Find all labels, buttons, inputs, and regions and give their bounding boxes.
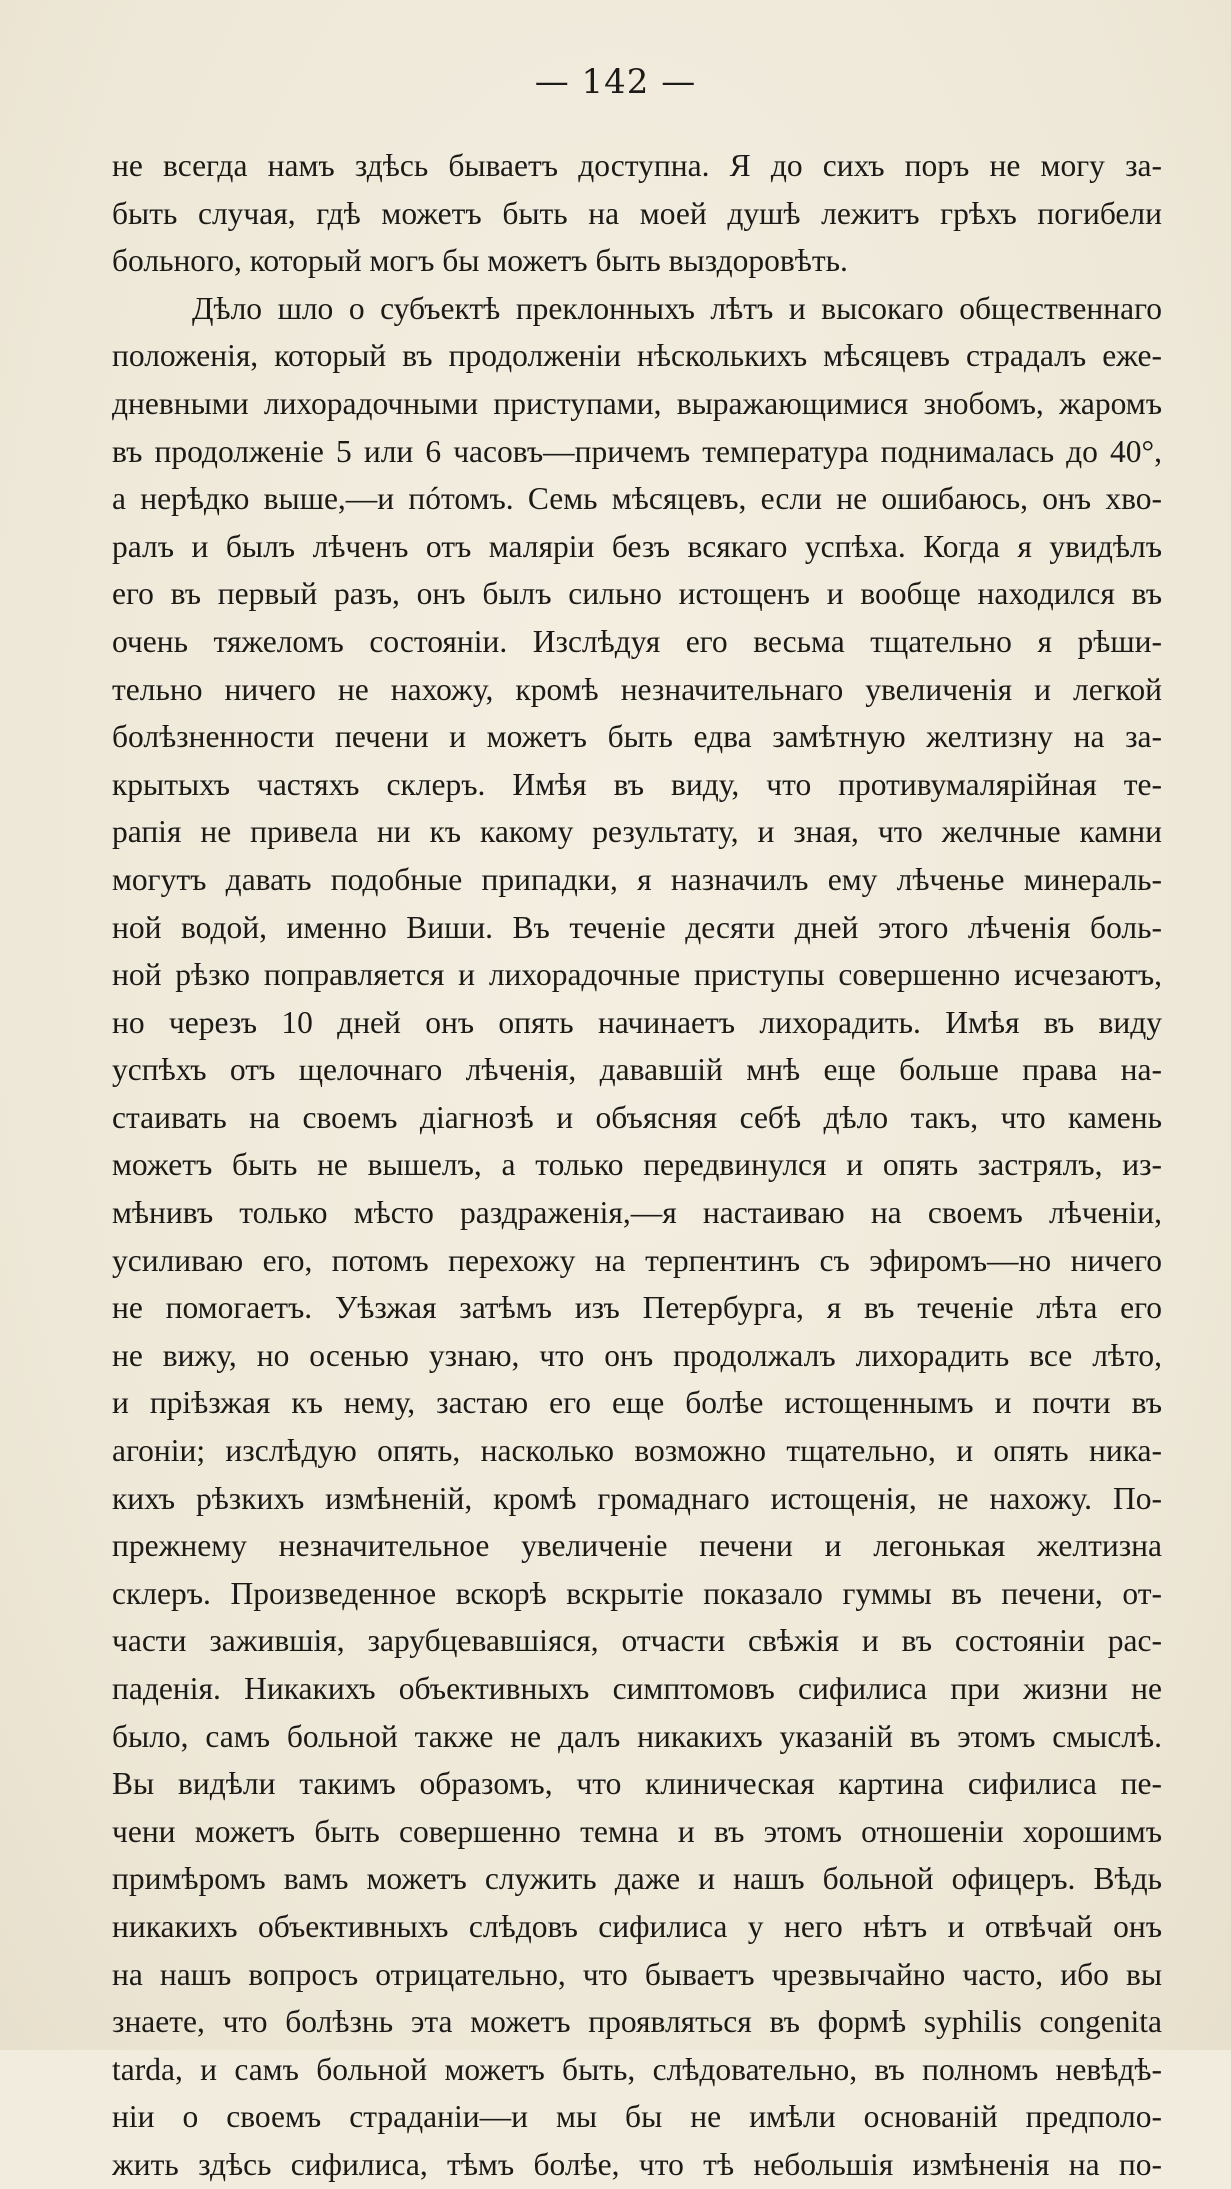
text-line: могутъ давать подобные припадки, я назначилъ ему лѣченье минераль- — [112, 861, 1162, 897]
text-line: положенія, который въ продолженіи нѣсколькихъ мѣсяцевъ страдалъ еже- — [112, 338, 1162, 374]
text-line: усиливаю его, потомъ перехожу на терпентинъ съ эфиромъ—но ничего — [112, 1242, 1162, 1278]
text-line: кихъ рѣзкихъ измѣненій, кромѣ громаднаго истощенія, не нахожу. По- — [112, 1480, 1162, 1516]
text-line: но черезъ 10 дней онъ опять начинаетъ лихорадить. Имѣя въ виду — [112, 1004, 1162, 1040]
text-line: крытыхъ частяхъ склеръ. Имѣя въ виду, что противумалярійная те- — [112, 766, 1162, 802]
text-line: въ продолженіе 5 или 6 часовъ—причемъ температура поднималась до 40°, — [112, 433, 1162, 469]
text-line: на нашъ вопросъ отрицательно, что бываетъ чрезвычайно часто, ибо вы — [112, 1956, 1162, 1992]
text-line: очень тяжеломъ состояніи. Изслѣдуя его весьма тщательно я рѣши- — [112, 623, 1162, 659]
text-line: можетъ быть не вышелъ, а только передвинулся и опять застрялъ, из- — [112, 1147, 1162, 1183]
text-line: не всегда намъ здѣсь бываетъ доступна. Я до сихъ поръ не могу за- — [112, 148, 1162, 183]
text-line: его въ первый разъ, онъ былъ сильно истощенъ и вообще находился въ — [112, 576, 1162, 612]
text-line: Вы видѣли такимъ образомъ, что клиническая картина сифилиса пе- — [112, 1766, 1162, 1802]
text-line: ной рѣзко поправляется и лихорадочные приступы совершенно исчезаютъ, — [112, 957, 1162, 993]
text-line: никакихъ объективныхъ слѣдовъ сифилиса у него нѣтъ и отвѣчай онъ — [112, 1908, 1162, 1944]
text-line: ной водой, именно Виши. Въ теченіе десяти дней этого лѣченія боль- — [112, 909, 1162, 945]
text-line: больного, который могъ бы можетъ быть выздоровѣть. — [112, 243, 848, 279]
text-line: жить здѣсь сифилиса, тѣмъ болѣе, что тѣ небольшія измѣненія на по- — [112, 2146, 1162, 2182]
text-body — [112, 142, 1162, 2189]
text-line: tarda, и самъ больной можетъ быть, слѣдовательно, въ полномъ невѣдѣ- — [112, 2051, 1162, 2087]
text-line: ралъ и былъ лѣченъ отъ маляріи безъ всякаго успѣха. Когда я увидѣлъ — [112, 528, 1162, 564]
text-line: примѣромъ вамъ можетъ служить даже и нашъ больной офицеръ. Вѣдь — [112, 1861, 1162, 1897]
text-line: мѣнивъ только мѣсто раздраженія,—я настаиваю на своемъ лѣченіи, — [112, 1195, 1162, 1231]
text-line: и пріѣзжая къ нему, застаю его еще болѣе истощеннымъ и почти въ — [112, 1385, 1162, 1421]
text-line: дневными лихорадочными приступами, выражающимися знобомъ, жаромъ — [112, 385, 1162, 421]
text-line: стаивать на своемъ діагнозѣ и объясняя себѣ дѣло такъ, что камень — [112, 1099, 1162, 1135]
text-line: чени можетъ быть совершенно темна и въ этомъ отношеніи хорошимъ — [112, 1813, 1162, 1849]
text-line: тельно ничего не нахожу, кромѣ незначительнаго увеличенія и легкой — [112, 671, 1162, 707]
text-line: Дѣло шло о субъектѣ преклонныхъ лѣтъ и высокаго общественнаго — [192, 290, 1162, 326]
page-number: — 142 — — [534, 62, 697, 102]
text-line: части зажившія, зарубцевавшіяся, отчасти свѣжія и въ состояніи рас- — [112, 1623, 1162, 1659]
text-line: не вижу, но осенью узнаю, что онъ продолжалъ лихорадить все лѣто, — [112, 1337, 1162, 1373]
text-line: а нерѣдко выше,—и пóтомъ. Семь мѣсяцевъ, если не ошибаюсь, онъ хво- — [112, 481, 1162, 517]
text-line: рапія не привела ни къ какому результату, и зная, что желчные камни — [112, 814, 1162, 850]
text-line: болѣзненности печени и можетъ быть едва замѣтную желтизну на за- — [112, 719, 1162, 755]
text-line: не помогаетъ. Уѣзжая затѣмъ изъ Петербурга, я въ теченіе лѣта его — [112, 1290, 1162, 1326]
text-line: знаете, что болѣзнь эта можетъ проявляться въ формѣ syphilis congenita — [112, 2004, 1162, 2040]
text-line: прежнему незначительное увеличеніе печени и легонькая желтизна — [112, 1528, 1162, 1564]
text-line: быть случая, гдѣ можетъ быть на моей душѣ лежитъ грѣхъ погибели — [112, 195, 1162, 231]
text-line: ніи о своемъ страданіи—и мы бы не имѣли основаній предполо- — [112, 2099, 1162, 2135]
text-line: было, самъ больной также не далъ никакихъ указаній въ этомъ смыслѣ. — [112, 1718, 1162, 1754]
text-line: паденія. Никакихъ объективныхъ симптомовъ сифилиса при жизни не — [112, 1671, 1162, 1706]
text-line: склеръ. Произведенное вскорѣ вскрытіе показало гуммы въ печени, от- — [112, 1575, 1162, 1611]
text-line: агоніи; изслѣдую опять, насколько возможно тщательно, и опять ника- — [112, 1433, 1162, 1469]
text-line: успѣхъ отъ щелочнаго лѣченія, дававшій мнѣ еще больше права на- — [112, 1052, 1162, 1088]
